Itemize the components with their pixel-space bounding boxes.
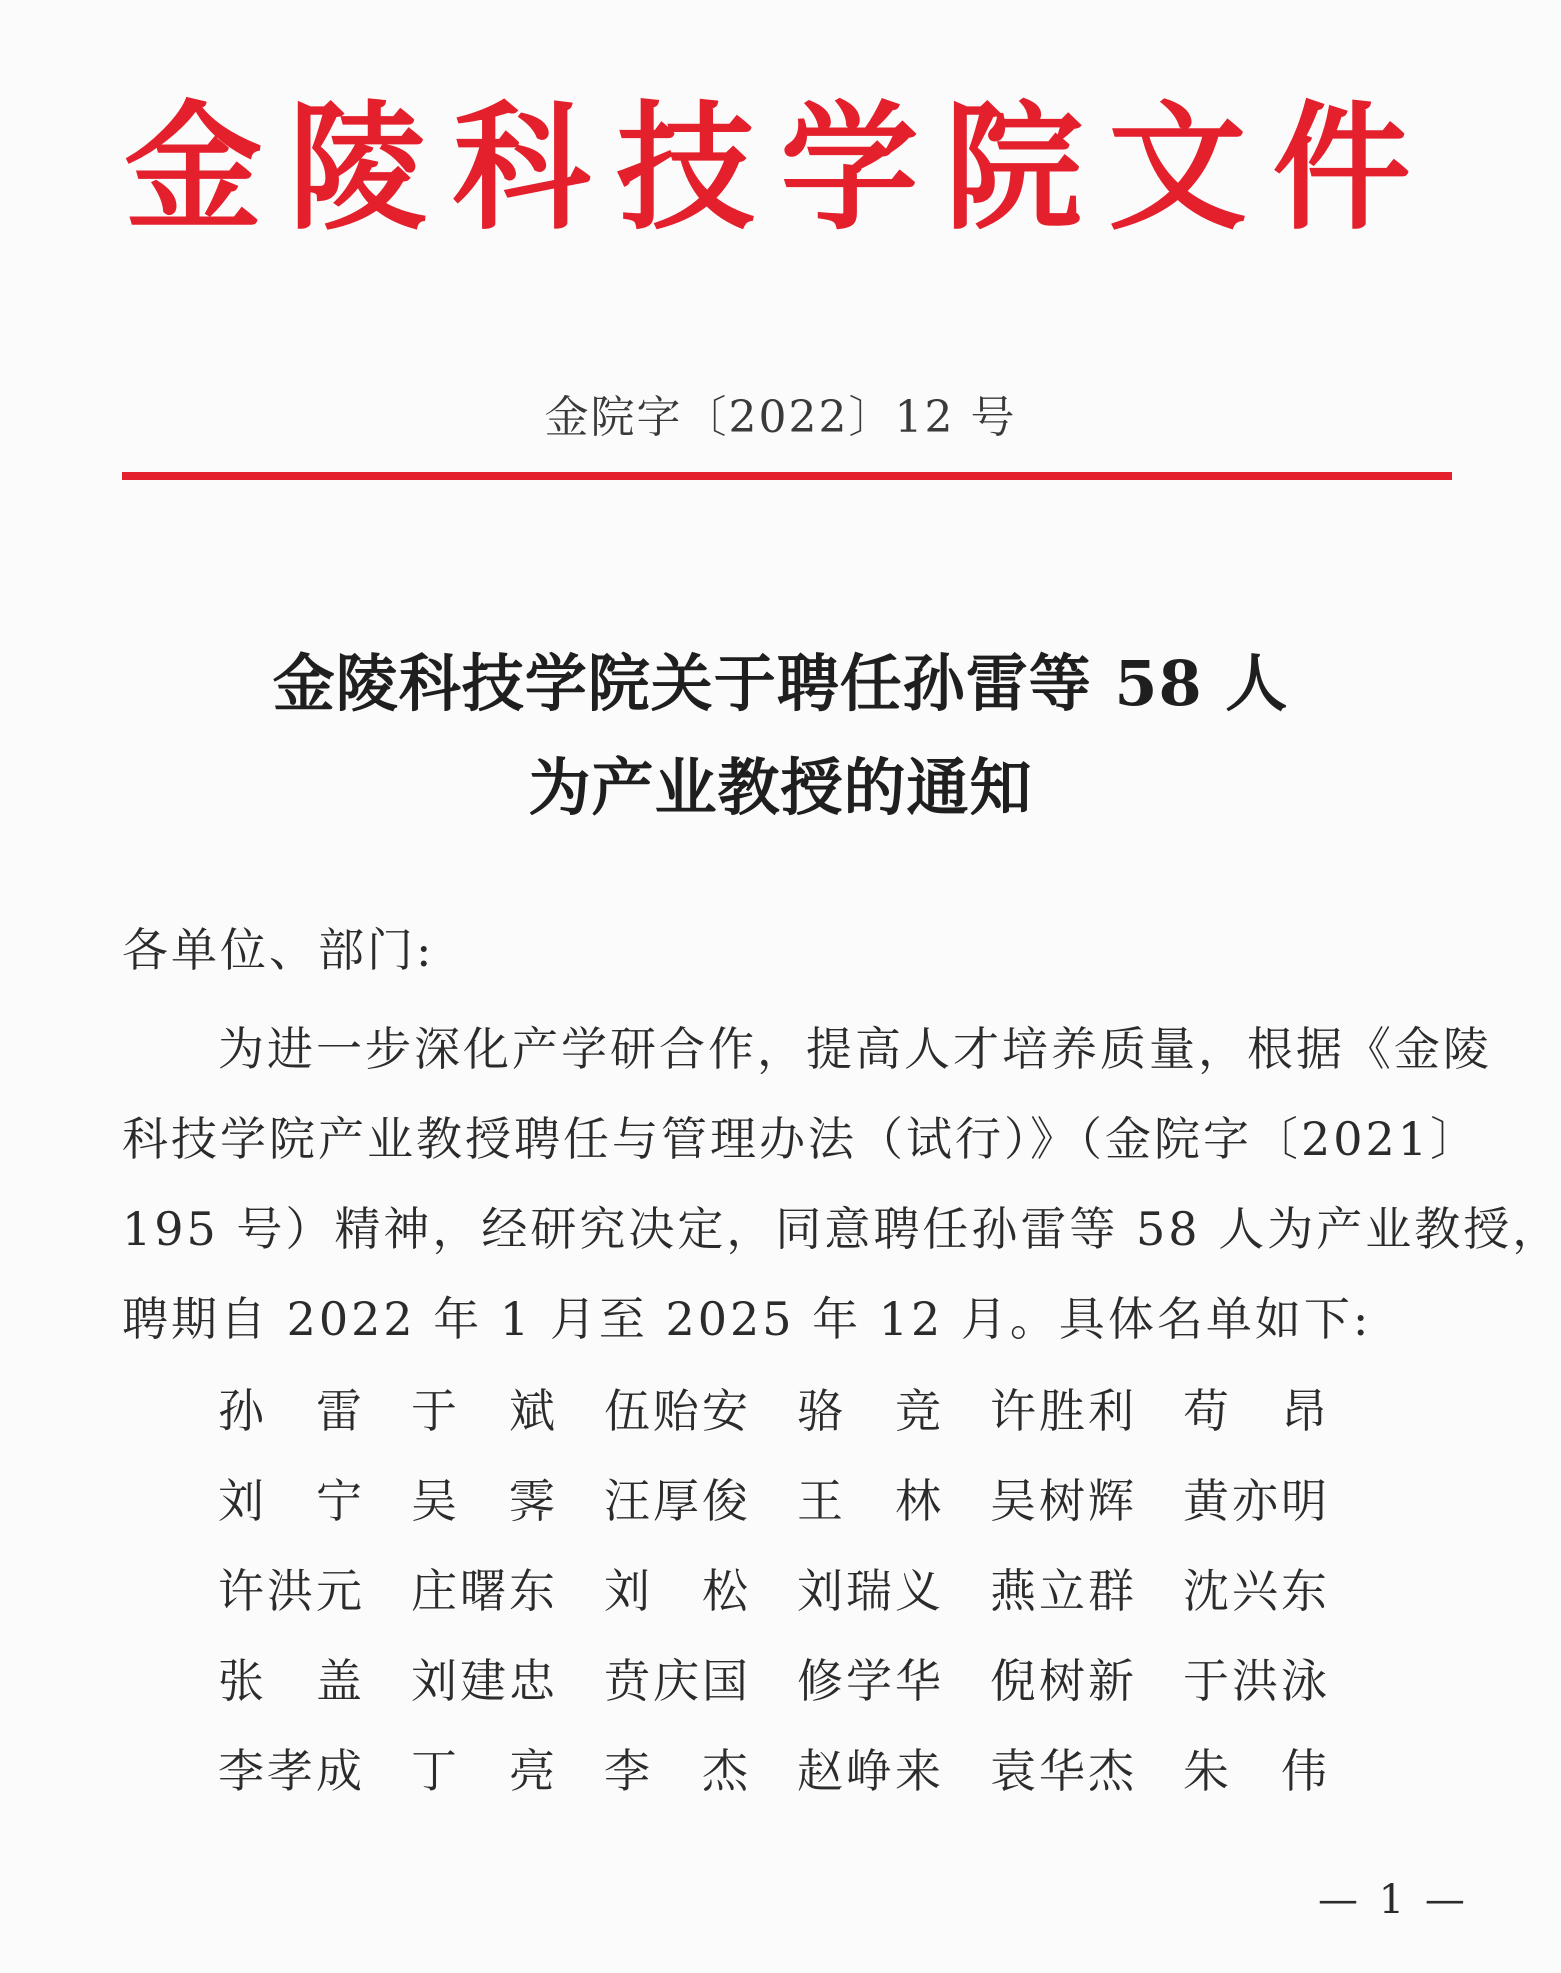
- appointee-name: 赵峥来: [797, 1744, 944, 1798]
- notice-body: [122, 1004, 1561, 1364]
- appointee-name: 刘瑞义: [797, 1564, 944, 1618]
- body-line: 科技学院产业教授聘任与管理办法（试行）》（金院字〔2021〕: [122, 1112, 1480, 1166]
- appointee-name: 沈兴东: [1183, 1564, 1330, 1618]
- appointee-name: 骆 竞: [797, 1384, 944, 1438]
- appointee-name: 苟 昂: [1183, 1384, 1330, 1438]
- appointee-name: 汪厚俊: [604, 1474, 751, 1528]
- appointee-name: 王 林: [797, 1474, 944, 1528]
- appointee-name: 李 杰: [604, 1744, 751, 1798]
- red-divider-line: [122, 472, 1452, 480]
- appointee-name: 许胜利: [990, 1384, 1137, 1438]
- body-line: 为进一步深化产学研合作，提高人才培养质量，根据《金陵: [218, 1022, 1492, 1076]
- appointee-name: 丁 亮: [411, 1744, 558, 1798]
- appointee-name: 修学华: [797, 1654, 944, 1708]
- appointee-name: 倪树新: [990, 1654, 1137, 1708]
- notice-title: [0, 632, 1561, 840]
- appointee-name-list: [218, 1363, 1418, 1813]
- appointee-name: 袁华杰: [990, 1744, 1137, 1798]
- appointee-name: 吴 霁: [411, 1474, 558, 1528]
- appointee-name: 伍贻安: [604, 1384, 751, 1438]
- appointee-name: 刘建忠: [411, 1654, 558, 1708]
- name-row: [218, 1633, 1418, 1723]
- appointee-name: 李孝成: [218, 1744, 365, 1798]
- appointee-name: 庄曙东: [411, 1564, 558, 1618]
- salutation: 各单位、部门:: [122, 923, 435, 977]
- name-row: [218, 1723, 1418, 1813]
- appointee-name: 张 盖: [218, 1654, 365, 1708]
- body-line: 聘期自 2022 年 1 月至 2025 年 12 月。具体名单如下:: [122, 1292, 1372, 1346]
- appointee-name: 许洪元: [218, 1564, 365, 1618]
- appointee-name: 孙 雷: [218, 1384, 365, 1438]
- body-line: 195 号）精神，经研究决定，同意聘任孙雷等 58 人为产业教授，: [122, 1202, 1561, 1256]
- appointee-name: 刘 宁: [218, 1474, 365, 1528]
- appointee-name: 于 斌: [411, 1384, 558, 1438]
- appointee-name: 朱 伟: [1183, 1744, 1330, 1798]
- appointee-name: 吴树辉: [990, 1474, 1137, 1528]
- name-row: [218, 1363, 1418, 1453]
- notice-title-line-2: 为产业教授的通知: [528, 751, 1033, 824]
- appointee-name: 贲庆国: [604, 1654, 751, 1708]
- name-row: [218, 1453, 1418, 1543]
- notice-title-line-1: 金陵科技学院关于聘任孙雷等 58 人: [272, 647, 1289, 720]
- name-row: [218, 1543, 1418, 1633]
- page-number: — 1 —: [1318, 1877, 1469, 1923]
- document-number: 金院字〔2022〕12 号: [544, 392, 1017, 443]
- appointee-name: 于洪泳: [1183, 1654, 1330, 1708]
- appointee-name: 刘 松: [604, 1564, 751, 1618]
- appointee-name: 黄亦明: [1183, 1474, 1330, 1528]
- appointee-name: 燕立群: [990, 1564, 1137, 1618]
- document-header-title: 金陵科技学院文件: [124, 86, 1437, 249]
